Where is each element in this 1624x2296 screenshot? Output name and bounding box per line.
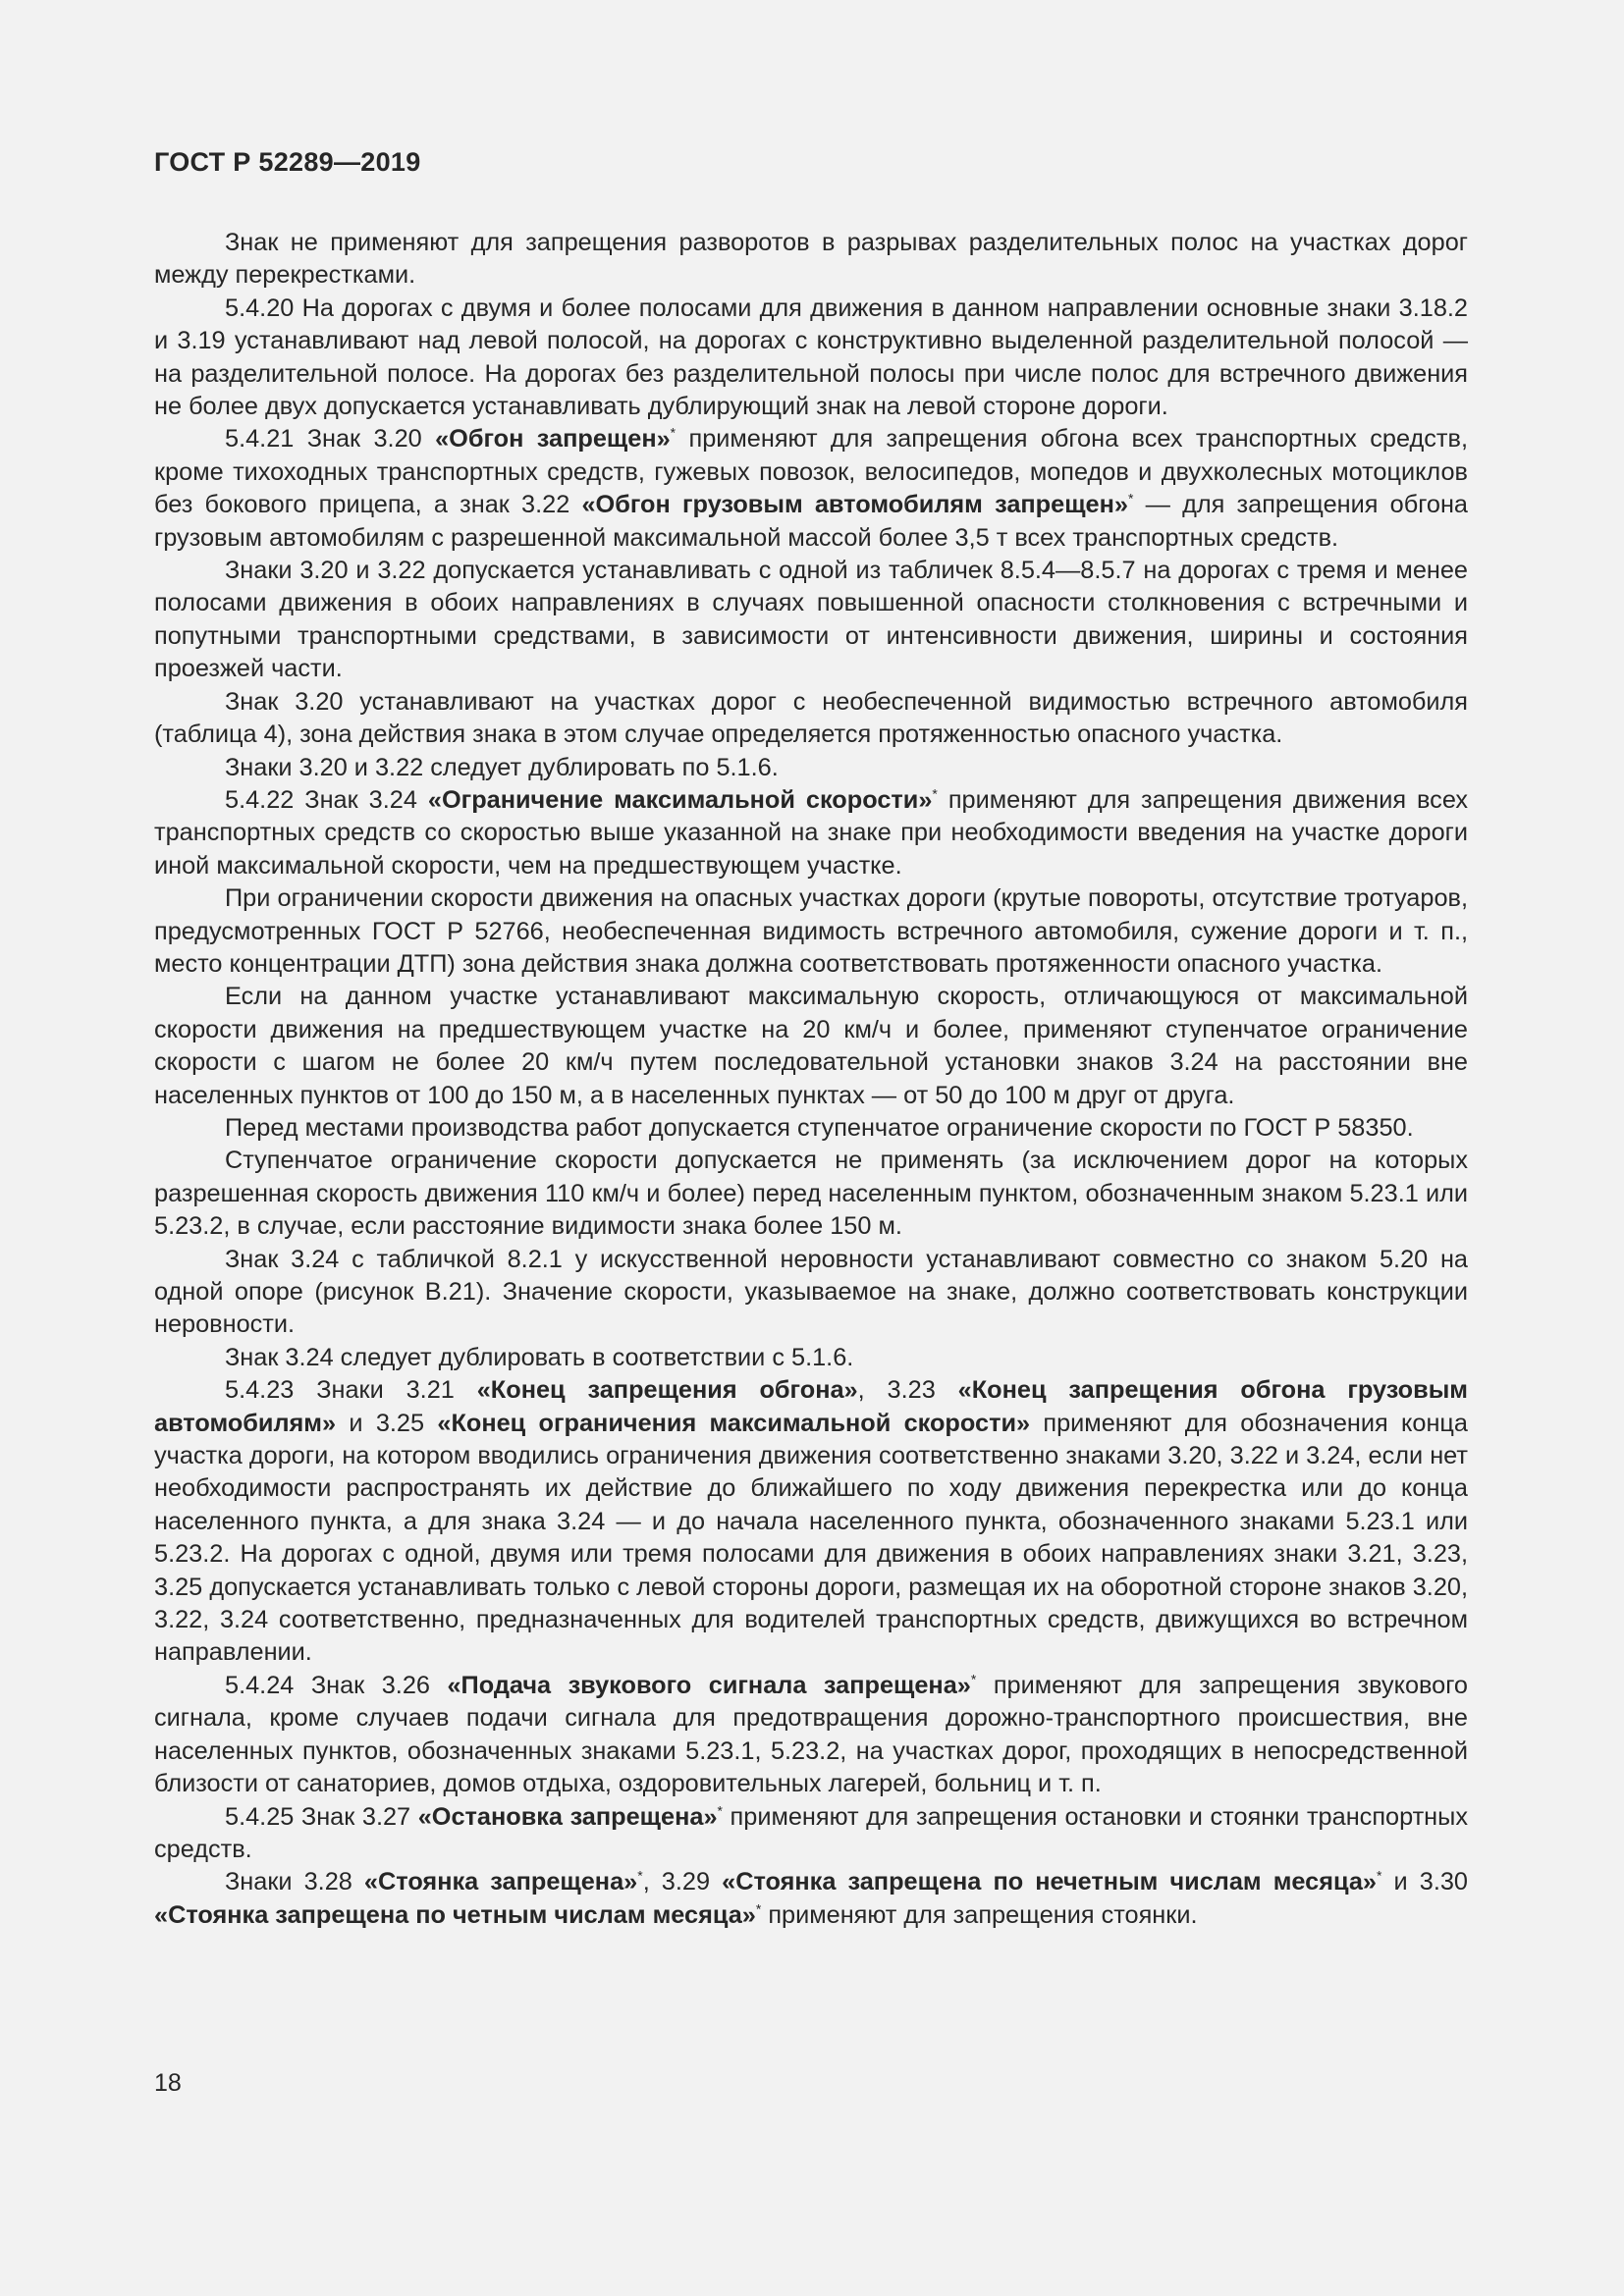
text-run: 5.4.20 На дорогах с двумя и более полосами для движения в данном направлении основные знаки 3.18.2 и 3.19 устанавливают над левой полосой, на дорогах с конструктивно выделенной разделительной полосой — на разделительной полосе. На дорогах без разделительной полосы при числе полос для встречного движения не более двух допускается устанавливать дублирующий знак на левой стороне дороги. (154, 294, 1468, 421)
text-run: Если на данном участке устанавливают максимальную скорость, отличающуюся от максимальной скорости движения на предшествующем участке на 20 км/ч и более, применяют ступенчатое ограничение скорости с шагом не более 20 км/ч путем последовательной установки знаков 3.24 на расстоянии вне населенных пунктов от 100 до 150 м, а в населенных пунктах — от 50 до 100 м друг от друга. (154, 983, 1468, 1109)
text-run: применяют для запрещения стоянки. (761, 1900, 1198, 1929)
sign-name: «Подача звукового сигнала запрещена» (447, 1671, 971, 1699)
text-run: применяют для запрещения движения всех транспортных средств со скоростью выше указанной на знаке при необходимости введения на участке дороги иной максимальной скорости, чем на предшествующем участке. (154, 785, 1468, 880)
text-run: 5.4.24 Знак 3.26 (225, 1671, 448, 1699)
text-run: Перед местами производства работ допускается ступенчатое ограничение скорости по ГОСТ Р 58350. (225, 1113, 1414, 1142)
footnote-mark: * (1377, 1867, 1382, 1884)
text-run: применяют для запрещения звукового сигнала, кроме случаев подачи сигнала для предотвращения дорожно-транспортного происшествия, вне населенных пунктов, обозначенных знаками 5.23.1, 5.23.2, на участках дорог, проходящих в непосредственной близости от санаториев, домов отдыха, оздоровительных лагерей, больниц и т. п. (154, 1671, 1468, 1798)
paragraph (154, 293, 1468, 424)
paragraph (154, 1374, 1468, 1670)
sign-name: «Стоянка запрещена по четным числам месяца» (154, 1900, 756, 1929)
paragraph (154, 1244, 1468, 1342)
paragraph (154, 784, 1468, 882)
text-run: Знак 3.24 следует дублировать в соответствии с 5.1.6. (225, 1343, 854, 1371)
text-run: Знаки 3.20 и 3.22 следует дублировать по 5.1.6. (225, 753, 779, 781)
paragraph (154, 1112, 1468, 1145)
paragraph (154, 981, 1468, 1112)
paragraph (154, 1866, 1468, 1932)
document-body (154, 227, 1468, 1932)
footnote-mark: * (970, 1671, 977, 1687)
text-run: и 3.30 (1381, 1868, 1468, 1896)
text-run: 5.4.21 Знак 3.20 (225, 425, 436, 454)
paragraph (154, 882, 1468, 981)
text-run: Знаки 3.28 (225, 1868, 364, 1896)
footnote-mark: * (670, 425, 677, 442)
text-run: применяют для обозначения конца участка дороги, на котором вводились ограничения движения соответственно знаками 3.20, 3.22 и 3.24, если нет необходимости распространять их действие до ближайшего по ходу движения перекрестка или до конца населенного пункта, а для знака 3.24 — и до начала населенного пункта, обозначенного знаками 5.23.1 или 5.23.2. На дорогах с одной, двумя или тремя полосами для движения в обоих направлениях знаки 3.21, 3.23, 3.25 допускается устанавливать только с левой стороны дороги, размещая их на оборотной стороне знаков 3.20, 3.22, 3.24 соответственно, предназначенных для водителей транспортных средств, движущихся во встречном направлении. (154, 1409, 1468, 1667)
paragraph (154, 555, 1468, 686)
text-run: — для запрещения обгона грузовым автомобилям с разрешенной максимальной массой более 3,5 т всех транспортных средств. (154, 491, 1468, 552)
paragraph (154, 1145, 1468, 1243)
text-run: 5.4.25 Знак 3.27 (225, 1802, 418, 1831)
sign-name: «Ограничение максимальной скорости» (427, 785, 933, 814)
sign-name: «Обгон грузовым автомобилям запрещен» (581, 491, 1128, 519)
paragraph (154, 752, 1468, 784)
text-run: Знак 3.20 устанавливают на участках дорог с необеспеченной видимостью встречного автомобиля (таблица 4), зона действия знака в этом случае определяется протяженностью опасного участка. (154, 687, 1468, 749)
text-run: , 3.29 (642, 1868, 723, 1896)
footnote-mark: * (717, 1802, 723, 1819)
sign-name: «Конец запрещения обгона» (476, 1376, 858, 1405)
paragraph (154, 686, 1468, 752)
text-run: применяют для запрещения обгона всех транспортных средств, кроме тихоходных транспортных средств, гужевых повозок, велосипедов, мопедов и двухколесных мотоциклов без бокового прицепа, а знак 3.22 (154, 425, 1468, 519)
paragraph (154, 227, 1468, 293)
text-run: Знак 3.24 с табличкой 8.2.1 у искусственной неровности устанавливают совместно со знаком 5.20 на одной опоре (рисунок В.21). Значение скорости, указываемое на знаке, должно соответствовать конструкции неровности. (154, 1245, 1468, 1339)
sign-name: «Конец запрещения обгона грузовым автомобилям» (154, 1376, 1469, 1437)
text-run: Знаки 3.20 и 3.22 допускается устанавливать с одной из табличек 8.5.4—8.5.7 на дорогах с тремя и менее полосами движения в обоих направлениях в случаях повышенной опасности столкновения с встречными и попутными транспортными средствами, в зависимости от интенсивности движения, ширины и состояния проезжей части. (154, 557, 1468, 683)
text-run: , 3.23 (857, 1376, 958, 1405)
sign-name: «Стоянка запрещена по нечетным числам месяца» (722, 1868, 1377, 1896)
text-run: Знак не применяют для запрещения разворотов в разрывах разделительных полос на участках дорог между перекрестками. (154, 229, 1468, 290)
sign-name: «Конец ограничения максимальной скорости» (437, 1409, 1031, 1437)
paragraph (154, 1801, 1468, 1867)
footnote-mark: * (637, 1867, 643, 1884)
text-run: применяют для запрещения остановки и стоянки транспортных средств. (154, 1802, 1468, 1863)
paragraph (154, 1342, 1468, 1374)
sign-name: «Остановка запрещена» (417, 1802, 718, 1831)
paragraph (154, 423, 1468, 555)
footnote-mark: * (1127, 490, 1134, 507)
text-run: Ступенчатое ограничение скорости допускается не применять (за исключением дорог на которых разрешенная скорость движения 110 км/ч и более) перед населенным пунктом, обозначенным знаком 5.23.1 или 5.23.2, в случае, если расстояние видимости знака более 150 м. (154, 1147, 1468, 1241)
text-run: 5.4.22 Знак 3.24 (225, 785, 428, 814)
sign-name: «Стоянка запрещена» (363, 1868, 638, 1896)
document-header: ГОСТ Р 52289—2019 (154, 147, 421, 177)
sign-name: «Обгон запрещен» (435, 425, 671, 454)
footnote-mark: * (932, 785, 938, 802)
page-number: 18 (154, 2069, 182, 2097)
paragraph (154, 1670, 1468, 1801)
text-run: 5.4.23 Знаки 3.21 (225, 1376, 477, 1405)
footnote-mark: * (755, 1900, 762, 1917)
text-run: При ограничении скорости движения на опасных участках дороги (крутые повороты, отсутствие тротуаров, предусмотренных ГОСТ Р 52766, необеспеченная видимость встречного автомобиля, сужение дороги и т. п., место концентрации ДТП) зона действия знака должна соответствовать протяженности опасного участка. (154, 884, 1468, 978)
text-run: и 3.25 (336, 1409, 438, 1437)
